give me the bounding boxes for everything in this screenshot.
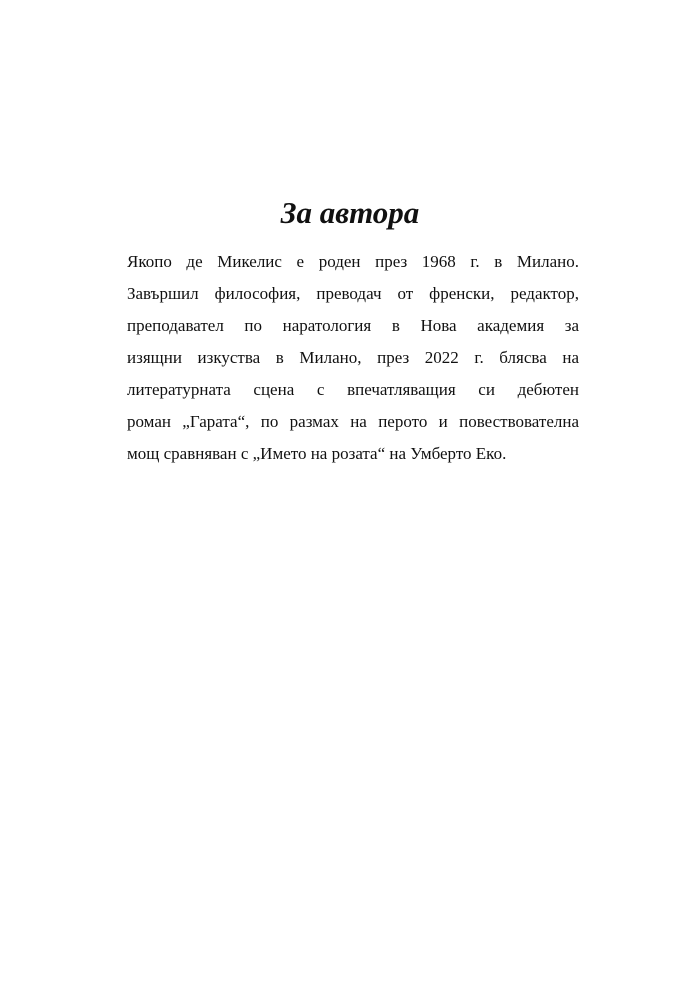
- page-heading: За автора: [280, 195, 420, 230]
- paragraph-line: преподавател по наратология в Нова академия за: [127, 316, 579, 335]
- author-bio-paragraph: [127, 246, 579, 470]
- paragraph-line: Якопо де Микелис е роден през 1968 г. в Милано.: [127, 252, 579, 271]
- paragraph-line: изящни изкуства в Милано, през 2022 г. блясва на: [127, 348, 579, 367]
- paragraph-line: роман „Гарата“, по размах на перото и повествователна: [127, 412, 579, 431]
- paragraph-line: Завършил философия, преводач от френски, редактор,: [127, 284, 579, 303]
- paragraph-line: мощ сравняван с „Името на розата“ на Умберто Еко.: [127, 444, 507, 463]
- paragraph-line: литературната сцена с впечатляващия си дебютен: [127, 380, 579, 399]
